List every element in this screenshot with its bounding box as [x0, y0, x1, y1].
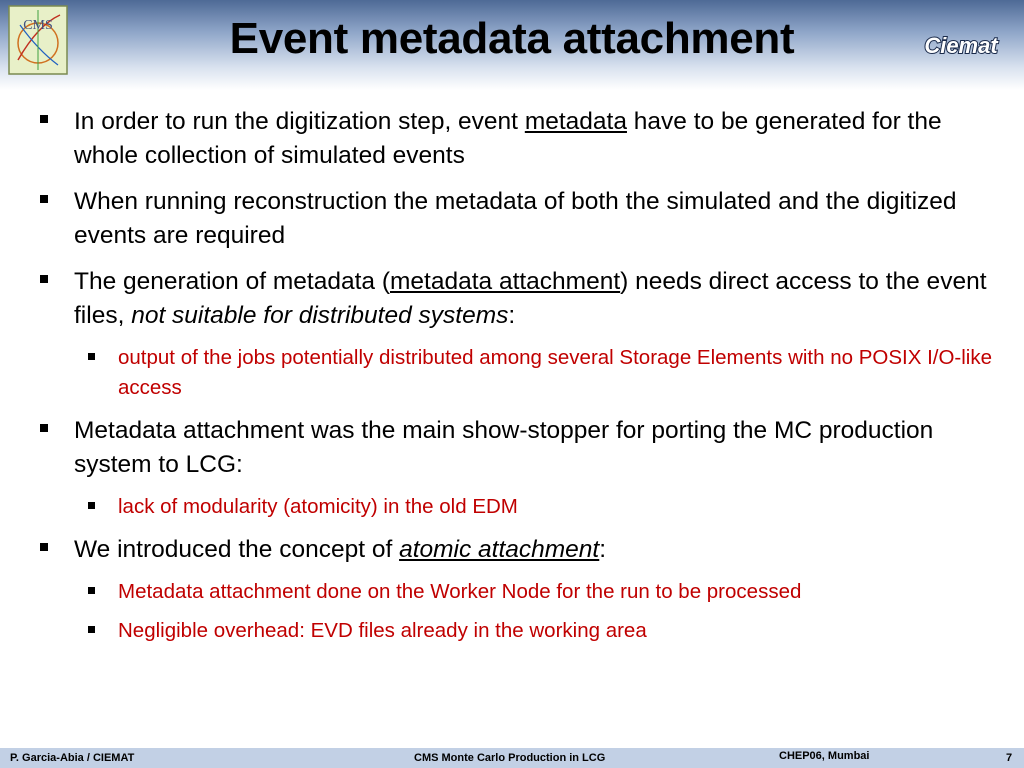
bullet-square-icon	[40, 424, 48, 432]
bullet-item	[74, 185, 1004, 253]
bullet-square-icon	[40, 115, 48, 123]
bullet-text: :	[508, 302, 516, 329]
bullet-square-icon	[40, 275, 48, 283]
bullet-text-underlined: metadata	[524, 108, 627, 135]
bullet-square-icon	[88, 626, 95, 633]
bullet-text: have to be generated for the whole collection of simulated events	[74, 108, 942, 169]
bullet-item	[74, 414, 1004, 482]
bullet-square-icon	[88, 587, 95, 594]
bullet-text: The generation of metadata (	[74, 268, 390, 295]
slide-header	[0, 0, 1024, 90]
ciemat-logo-text: Ciemat	[924, 33, 998, 58]
page-number: 7	[1006, 752, 1013, 764]
sub-bullet-text: Negligible overhead: EVD files already in the working area	[118, 619, 647, 642]
bullet-item	[74, 533, 1004, 567]
sub-bullet-item	[118, 343, 998, 403]
bullet-text-underlined: metadata attachment	[389, 268, 621, 295]
ciemat-logo	[905, 30, 1017, 60]
footer-conference: CHEP06, Mumbai	[779, 750, 870, 762]
bullet-square-icon	[88, 353, 95, 360]
sub-bullet-text: output of the jobs potentially distributed among several Storage Elements with no POSIX I/O-like access	[118, 346, 992, 399]
bullet-text: We introduced the concept of	[74, 536, 400, 563]
bullet-item	[74, 105, 1004, 173]
bullet-text-underlined-italic: atomic attachment	[399, 536, 600, 563]
slide-footer	[0, 748, 1024, 768]
page-title: Event metadata attachment	[229, 14, 795, 63]
bullet-text: When running reconstruction the metadata of both the simulated and the digitized events are required	[74, 188, 957, 249]
sub-bullet-text: Metadata attachment done on the Worker Node for the run to be processed	[118, 580, 802, 603]
bullet-text: Metadata attachment was the main show-stopper for porting the MC production system to LCG:	[74, 417, 934, 478]
bullet-text-italic: not suitable for distributed systems	[131, 302, 509, 329]
bullet-text: In order to run the digitization step, event	[74, 108, 525, 135]
bullet-square-icon	[40, 195, 48, 203]
footer-author: P. Garcia-Abia / CIEMAT	[10, 752, 135, 764]
bullet-list	[0, 105, 1024, 657]
footer-talk-title: CMS Monte Carlo Production in LCG	[414, 752, 606, 764]
sub-bullet-text: lack of modularity (atomicity) in the old EDM	[118, 495, 518, 518]
bullet-square-icon	[40, 543, 48, 551]
sub-bullet-item	[118, 616, 998, 646]
cms-logo-text: CMS	[23, 18, 53, 33]
sub-bullet-item	[118, 577, 998, 607]
bullet-square-icon	[88, 502, 95, 509]
bullet-text: :	[599, 536, 607, 563]
bullet-text: ) needs direct access to the event files,	[74, 268, 987, 329]
bullet-item	[74, 265, 1004, 333]
sub-bullet-item	[118, 492, 998, 522]
